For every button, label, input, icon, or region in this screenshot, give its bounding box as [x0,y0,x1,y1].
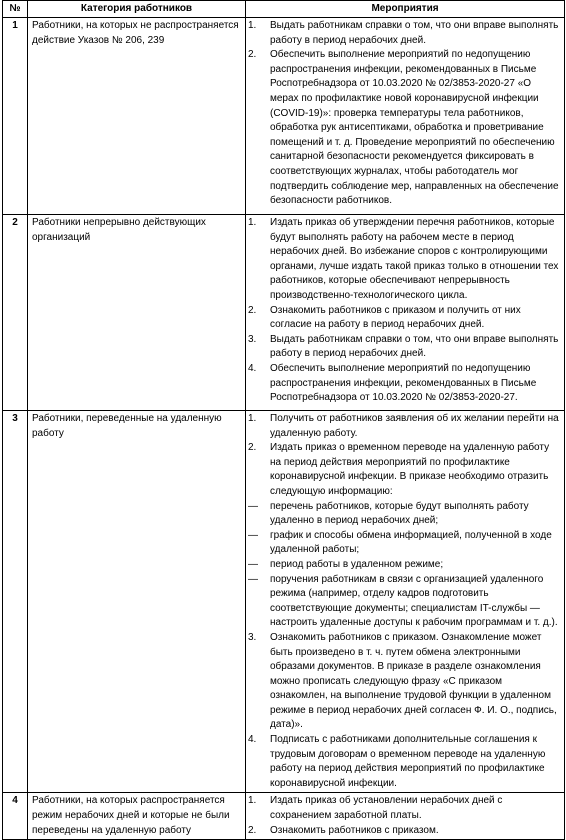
header-measures: Мероприятия [246,1,565,18]
row-category: Работники, на которых не распространяется действие Указов № 206, 239 [28,18,246,215]
list-item: 2. Ознакомить работников с приказом и получить от них согласие на работу в период нерабочих дней. [248,304,521,331]
list-item: 1. Издать приказ об утверждении перечня работников, которые будут выполнять работу на рабочем месте в период нерабочих дней. Во избежание споров с контролирующими органами, лучше издать такой приказ только в отношении тех работников, которые обеспечивают непрерывность производственно-технологического цикла. [248,217,559,301]
list-item: — поручения работникам в связи с организацией удаленного режима (например, отделу кадров подготовить соответствующие документы; специалистам IT-службы — настроить удаленные доступы к рабочим программам и т. д.). [248,573,558,629]
list-item: 2. Ознакомить работников с приказом. [248,824,439,836]
table-row [3,411,565,793]
row-number: 1 [3,18,28,215]
list-item: 1. Издать приказ об установлении нерабочих дней с сохранением заработной платы. [248,795,503,822]
row-number: 4 [3,793,28,840]
table-row [3,793,565,840]
row-category: Работники, на которых распространяется режим нерабочих дней и которые не были переведены на удаленную работу [28,793,246,840]
header-category: Категория работников [28,1,246,18]
row-measures [246,793,565,840]
row-number: 2 [3,215,28,411]
measures-table [2,0,565,840]
row-category: Работники, переведенные на удаленную работу [28,411,246,793]
list-item: — перечень работников, которые будут выполнять работу удаленно в период нерабочих дней; [248,500,529,527]
list-item: 2. Обеспечить выполнение мероприятий по недопущению распространения инфекции, рекомендованных в Письме Роспотребнадзора от 10.03.2020 № 02/3853-2020-27 «О мерах по профилактике новой коронавирусной инфекции (COVID-19)»: проверка температуры тела работников, обработка рук антисептиками, обработка и проветривание помещений и т. д. Проведение мероприятий по обеспечению санитарной безопасности рекомендуется фиксировать в соответствующих журналах, чтобы работодатель мог подтвердить соблюдение мер, направленных на обеспечение безопасности работников. [248,49,559,207]
row-measures [246,18,565,215]
row-measures [246,411,565,793]
row-category: Работники непрерывно действующих организаций [28,215,246,411]
table-row [3,215,565,411]
list-item: 3. Ознакомить работников с приказом. Ознакомление может быть произведено в т. ч. путем обмена электронными образами документов. В приказе в разделе ознакомления можно прописать следующую фразу «С приказом ознакомлен, на выполнение трудовой функции в удаленном режиме в период нерабочих дней согласен Ф. И. О., подпись, дата)». [248,631,557,731]
list-item: 1. Выдать работникам справки о том, что они вправе выполнять работу в период нерабочих дней. [248,20,559,46]
table-header-row [3,1,565,18]
list-item: — период работы в удаленном режиме; [248,558,444,570]
list-item: 3. Выдать работникам справки о том, что они вправе выполнять работу в период нерабочих дней. [248,333,559,360]
table-row [3,18,565,215]
list-item: 1. Получить от работников заявления об их желании перейти на удаленную работу. [248,413,559,439]
list-item: — график и способы обмена информацией, полученной в ходе удаленной работы; [248,529,552,556]
list-item: 4. Подписать с работниками дополнительные соглашения к трудовым договорам о временном переводе на удаленную работу на период действия мероприятий по профилактике коронавирусной инфекции. [248,734,546,789]
list-item: 4. Обеспечить выполнение мероприятий по недопущению распространения инфекции, рекомендованных в Письме Роспотребнадзора от 10.03.2020 № 02/3853-2020-27. [248,362,537,404]
list-item: 2. Издать приказ о временном переводе на удаленную работу на период действия мероприятий по профилактике коронавирусной инфекции. В приказе необходимо отразить следующую информацию: [248,442,550,497]
row-number: 3 [3,411,28,793]
row-measures [246,215,565,411]
header-num: № [3,1,28,18]
